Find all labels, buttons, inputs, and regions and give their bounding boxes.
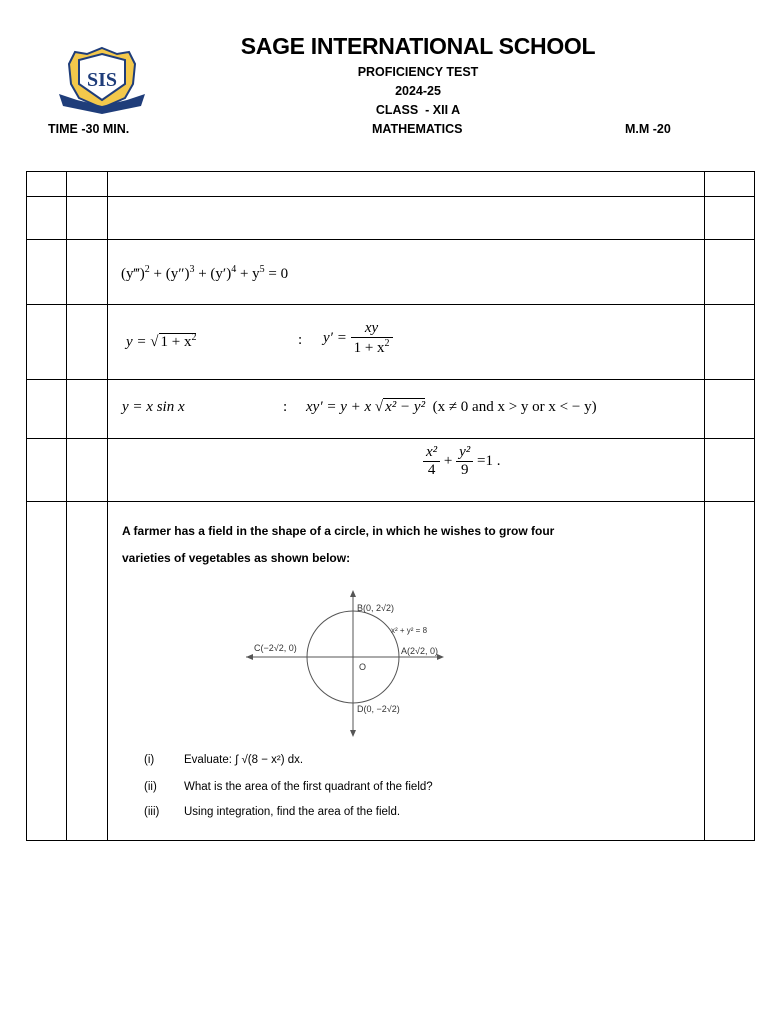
verify-solution-2: y = x sin x : xy′ = y + x √ x² − y² (x ≠ 0 and x > y or x < − y) xyxy=(122,399,597,415)
x-axis-arrow-left xyxy=(246,654,253,660)
case-study-line-1: A farmer has a field in the shape of a circle, in which he wishes to grow four xyxy=(122,524,555,538)
point-b-label: B(0, 2√2) xyxy=(357,603,394,613)
point-d-label: D(0, −2√2) xyxy=(357,704,400,714)
sub-question-2-text: What is the area of the first quadrant of the field? xyxy=(184,781,433,793)
question-table xyxy=(26,171,755,841)
table-header-row xyxy=(27,172,755,197)
case-study-line-2: varieties of vegetables as shown below: xyxy=(122,551,351,565)
school-name: SAGE INTERNATIONAL SCHOOL xyxy=(240,33,596,59)
x-axis-arrow-right xyxy=(437,654,444,660)
time-label: TIME -30 MIN. xyxy=(48,122,130,136)
sub-question-1-text: Evaluate: ∫ √(8 − x²) dx. xyxy=(184,754,304,766)
sub-question-3-text: Using integration, find the area of the field. xyxy=(184,806,401,818)
verify-solution-1: y = √ $1 + x^2$ : y′ = $\frac{xy}{1 + x^2}$ xyxy=(108,312,704,372)
max-marks-label: M.M -20 xyxy=(625,122,671,136)
ellipse-equation: $\frac{\text{x²}}{4}$ + $\frac{\text{y²}}{9}$ =1 . xyxy=(108,440,704,500)
origin-label: O xyxy=(359,662,367,672)
case-study xyxy=(108,502,704,832)
subject-label: MATHEMATICS xyxy=(372,122,463,136)
point-c-label: C(−2√2, 0) xyxy=(254,643,297,653)
y-axis-arrow-down xyxy=(350,730,356,737)
session: 2024-25 xyxy=(395,84,441,98)
circle-equation-label: x² + y² = 8 xyxy=(391,626,428,635)
sub-question-3-number: (iii) xyxy=(144,806,160,818)
sub-question-1-number: (i) xyxy=(144,754,155,766)
y-axis-arrow-up xyxy=(350,590,356,597)
circle-field-diagram xyxy=(246,590,456,740)
table-row xyxy=(27,240,755,305)
test-name: PROFICIENCY TEST xyxy=(357,65,479,79)
sub-question-2-number: (ii) xyxy=(144,781,157,793)
table-row-case-study xyxy=(27,502,755,841)
table-row xyxy=(27,380,755,439)
point-a-label: A(2√2, 0) xyxy=(401,646,438,656)
table-row xyxy=(27,197,755,240)
table-row xyxy=(27,305,755,380)
logo-text: SIS xyxy=(86,69,118,91)
class-label: CLASS - XII A xyxy=(375,103,461,117)
table-row xyxy=(27,439,755,502)
order-degree-equation: (y‴)$^2$ + $(y'')^3 + (y')^4 + y^5 = 0$ xyxy=(121,263,289,282)
